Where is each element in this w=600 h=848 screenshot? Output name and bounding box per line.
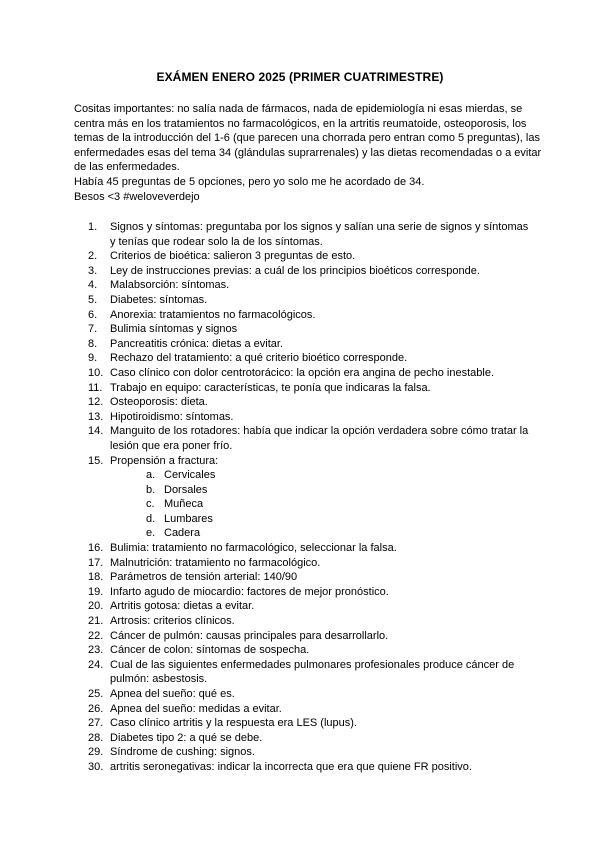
list-item xyxy=(74,716,534,731)
item-text: Parámetros de tensión arterial: 140/90 xyxy=(110,571,298,584)
item-text: Síndrome de cushing: signos. xyxy=(110,746,255,759)
item-text: Osteoporosis: dieta. xyxy=(110,396,208,409)
list-item xyxy=(74,293,534,308)
list-item xyxy=(74,308,534,323)
item-text: Caso clínico artritis y la respuesta era LES (lupus). xyxy=(110,717,357,730)
item-number: 15. xyxy=(88,454,104,467)
item-number: 4. xyxy=(88,279,98,292)
intro-signoff: Besos <3 #weloveverdejo xyxy=(74,190,200,203)
item-text: Bulimia síntomas y signos xyxy=(110,323,238,336)
item-number: 7. xyxy=(88,323,98,336)
sub-item-letter: a. xyxy=(146,469,156,482)
list-item xyxy=(74,264,534,279)
list-item xyxy=(74,381,534,396)
list-item xyxy=(74,702,534,717)
document-title: EXÁMEN ENERO 2025 (PRIMER CUATRIMESTRE) xyxy=(156,70,444,84)
item-number: 23. xyxy=(88,644,104,657)
list-item xyxy=(74,351,534,366)
list-item xyxy=(74,395,534,410)
item-number: 11. xyxy=(88,381,103,394)
sub-item-letter: b. xyxy=(146,483,156,496)
item-text: Propensión a fractura: xyxy=(110,454,219,467)
list-item xyxy=(74,337,534,352)
item-number: 3. xyxy=(88,264,98,277)
sub-item-text: Dorsales xyxy=(164,483,208,496)
item-number: 25. xyxy=(88,688,104,700)
item-text: Rechazo del tratamiento: a qué criterio bioético corresponde. xyxy=(110,352,408,365)
item-number: 16. xyxy=(88,542,104,555)
sub-item-text: Lumbares xyxy=(164,512,213,525)
item-number: 14. xyxy=(88,425,104,438)
fracture-options-list xyxy=(110,468,534,541)
item-text: Cáncer de colon: síntomas de sospecha. xyxy=(110,644,310,657)
item-number: 9. xyxy=(88,352,98,365)
list-item xyxy=(74,585,534,600)
item-text: Cáncer de pulmón: causas principales para desarrollarlo. xyxy=(110,629,389,642)
list-item xyxy=(74,249,534,264)
item-text: Malnutrición: tratamiento no farmacológico. xyxy=(110,556,321,569)
item-text: Trabajo en equipo: características, te ponía que indicaras la falsa. xyxy=(110,381,431,394)
item-number: 20. xyxy=(88,600,104,613)
item-text: Apnea del sueño: qué es. xyxy=(110,688,235,700)
list-item xyxy=(74,410,534,425)
item-text: Malabsorción: síntomas. xyxy=(110,279,230,292)
sub-item-text: Cervicales xyxy=(164,469,216,482)
list-item xyxy=(74,424,534,453)
item-number: 18. xyxy=(88,571,104,584)
list-item xyxy=(74,658,534,687)
item-text: Hipotiroidismo: síntomas. xyxy=(110,410,234,423)
sub-list-item xyxy=(110,483,534,498)
list-item xyxy=(74,541,534,556)
item-number: 2. xyxy=(88,250,98,263)
item-text: Diabetes tipo 2: a qué se debe. xyxy=(110,731,263,744)
item-text: Criterios de bioética: salieron 3 preguntas de esto. xyxy=(110,250,356,263)
item-text: Ley de instrucciones previas: a cuál de los principios bioéticos corresponde. xyxy=(110,264,480,277)
intro-section xyxy=(74,102,544,204)
item-number: 21. xyxy=(88,615,104,628)
item-number: 29. xyxy=(88,746,104,759)
sub-list-item xyxy=(110,512,534,527)
item-text: Bulimia: tratamiento no farmacológico, seleccionar la falsa. xyxy=(110,542,397,555)
item-number: 24. xyxy=(88,658,104,671)
item-number: 22. xyxy=(88,629,104,642)
list-item xyxy=(74,366,534,381)
item-text: Apnea del sueño: medidas a evitar. xyxy=(110,702,282,715)
question-list xyxy=(74,220,534,775)
item-text: artritis seronegativas: indicar la incorrecta que era que quiene FR positivo. xyxy=(110,760,472,773)
list-item xyxy=(74,454,534,542)
item-text: Manguito de los rotadores: había que indicar la opción verdadera sobre cómo tratar la lesión que era poner frío. xyxy=(110,425,529,452)
sub-list-item xyxy=(110,497,534,512)
item-number: 17. xyxy=(88,556,104,569)
sub-item-text: Cadera xyxy=(164,527,201,540)
item-number: 19. xyxy=(88,585,104,598)
list-item xyxy=(74,614,534,629)
item-number: 12. xyxy=(88,396,104,409)
intro-question-count: Había 45 preguntas de 5 opciones, pero yo solo me he acordado de 34. xyxy=(74,175,425,188)
item-number: 28. xyxy=(88,731,104,744)
intro-paragraph: Cositas importantes: no salía nada de fármacos, nada de epidemiología ni esas mierdas, se centra más en los tratamientos no farmacológicos, en la artritis reumatoide, osteoporosis, los temas de la introducción del 1-6 (que parecen una chorrada pero entran como 5 preguntas), las enfermedades esas del tema 34 (glándulas suprarrenales) y las dietas recomendadas o a evitar de las enfermedades. xyxy=(74,103,542,174)
list-item xyxy=(74,556,534,571)
item-text: Artrosis: criterios clínicos. xyxy=(110,615,235,628)
sub-list-item xyxy=(110,526,534,541)
list-item xyxy=(74,220,534,249)
item-number: 13. xyxy=(88,410,104,423)
sub-item-letter: d. xyxy=(146,512,156,525)
item-number: 5. xyxy=(88,293,98,306)
item-number: 8. xyxy=(88,337,98,350)
list-item xyxy=(74,629,534,644)
item-number: 30. xyxy=(88,760,104,773)
list-item xyxy=(74,643,534,658)
item-text: Pancreatitis crónica: dietas a evitar. xyxy=(110,337,284,350)
item-text: Cual de las siguientes enfermedades pulmonares profesionales produce cáncer de pulmón: asbestosis. xyxy=(110,658,515,686)
item-text: Anorexia: tratamientos no farmacológicos. xyxy=(110,308,316,321)
item-text: Diabetes: síntomas. xyxy=(110,293,208,306)
item-text: Artritis gotosa: dietas a evitar. xyxy=(110,600,255,613)
list-item xyxy=(74,687,534,702)
list-item xyxy=(74,760,534,775)
list-item xyxy=(74,322,534,337)
sub-item-letter: c. xyxy=(146,498,155,511)
list-item xyxy=(74,745,534,760)
list-item xyxy=(74,599,534,614)
item-text: Caso clínico con dolor centrotorácico: la opción era angina de pecho inestable. xyxy=(110,366,495,379)
sub-list-item xyxy=(110,468,534,483)
item-text: Infarto agudo de miocardio: factores de mejor pronóstico. xyxy=(110,585,389,598)
item-number: 27. xyxy=(88,717,104,730)
list-item xyxy=(74,731,534,746)
item-text: Signos y síntomas: preguntaba por los signos y salían una serie de signos y síntomas y tenías que rodear solo la de los síntomas. xyxy=(110,221,529,248)
sub-item-letter: e. xyxy=(146,527,156,540)
sub-item-text: Muñeca xyxy=(164,498,204,511)
list-item xyxy=(74,278,534,293)
item-number: 6. xyxy=(88,308,98,321)
item-number: 1. xyxy=(88,221,98,233)
item-number: 26. xyxy=(88,702,104,715)
item-number: 10. xyxy=(88,366,104,379)
list-item xyxy=(74,570,534,585)
